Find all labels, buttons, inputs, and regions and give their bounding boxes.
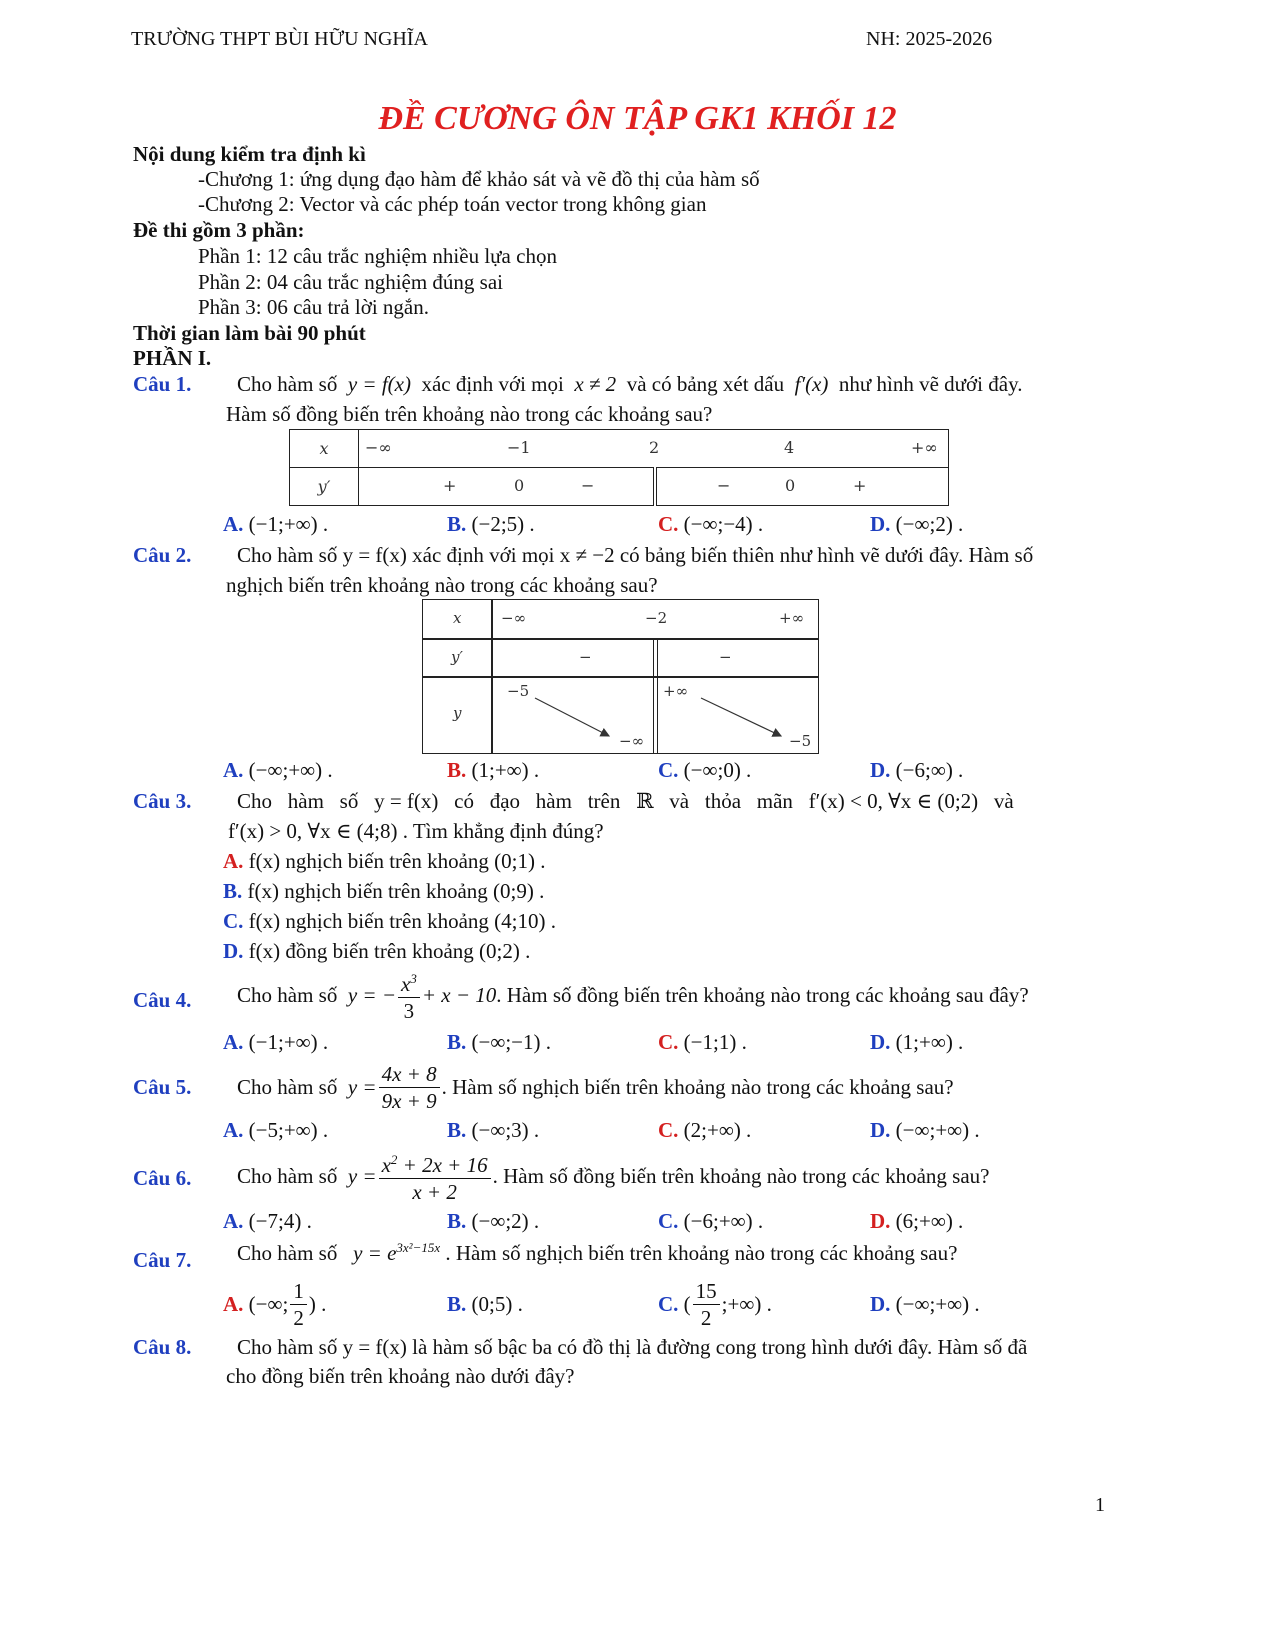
y-val: −5 — [507, 682, 530, 700]
q5-option-d: D. (−∞;+∞) . — [870, 1118, 980, 1142]
q5-option-a: A. (−5;+∞) . — [223, 1118, 329, 1142]
q4-option-d: D. (1;+∞) . — [870, 1030, 964, 1054]
question-3-text-line2: f′(x) > 0, ∀x ∈ (4;8) . Tìm khẳng định đúng? — [228, 819, 604, 843]
x-val: −2 — [645, 609, 668, 627]
table-x-values — [359, 430, 949, 468]
y-val: +∞ — [663, 682, 689, 700]
section-heading: PHẦN I. — [133, 346, 212, 370]
variation-table-q2 — [422, 599, 819, 754]
q7-option-b: B. (0;5) . — [447, 1292, 523, 1316]
q2-option-d: D. (−6;∞) . — [870, 758, 964, 782]
sign: 0 — [785, 476, 796, 495]
exam-heading: Đề thi gồm 3 phần: — [133, 218, 305, 242]
page-number: 1 — [1095, 1494, 1105, 1516]
fraction: $\frac{15}{2}$ — [693, 1278, 720, 1331]
question-3-label: Câu 3. — [133, 789, 192, 813]
sign: − — [581, 476, 595, 495]
q3-option-c: C. f(x) nghịch biến trên khoảng (4;10) . — [223, 909, 557, 933]
q2-option-c: C. (−∞;0) . — [658, 758, 752, 782]
q6-option-b: B. (−∞;2) . — [447, 1209, 540, 1233]
q4-option-a: A. (−1;+∞) . — [223, 1030, 329, 1054]
sign: + — [853, 476, 867, 495]
q1-option-a: A. (−1;+∞) . — [223, 512, 329, 536]
decreasing-arrow — [701, 698, 781, 736]
sign: + — [443, 476, 457, 495]
sign-table-q1 — [289, 429, 949, 506]
question-1-label: Câu 1. — [133, 372, 192, 396]
x-val: −1 — [507, 438, 531, 457]
q6-option-d: D. (6;+∞) . — [870, 1209, 964, 1233]
chapter-2: -Chương 2: Vector và các phép toán vector trong không gian — [198, 192, 707, 216]
chapter-1: -Chương 1: ứng dụng đạo hàm để khảo sát và vẽ đồ thị của hàm số — [198, 167, 760, 191]
school-name: TRƯỜNG THPT BÙI HỮU NGHĨA — [131, 28, 428, 50]
question-6-text: Cho hàm số y = $\frac{x^2 + 2x + 16}{x + 2}$ . Hàm số đồng biến trên khoảng nào trong các khoảng sau? — [237, 1146, 989, 1206]
q3-option-b: B. f(x) nghịch biến trên khoảng (0;9) . — [223, 879, 545, 903]
school-year: NH: 2025-2026 — [866, 28, 993, 50]
sign: − — [717, 476, 731, 495]
q7-option-c: C. ( $\frac{15}{2}$ ;+∞) . — [658, 1278, 772, 1330]
part-2: Phần 2: 04 câu trắc nghiệm đúng sai — [198, 270, 504, 294]
x-val: −∞ — [501, 609, 527, 627]
fraction: $\frac{1}{2}$ — [290, 1278, 307, 1331]
question-6-label: Câu 6. — [133, 1166, 192, 1190]
q7-option-d: D. (−∞;+∞) . — [870, 1292, 980, 1316]
x-val: +∞ — [911, 438, 938, 457]
question-7-text: Cho hàm số $y = e^{3x^2-15x}$ . Hàm số nghịch biến trên khoảng nào trong các khoảng sau? — [237, 1240, 958, 1265]
q4-option-c: C. (−1;1) . — [658, 1030, 747, 1054]
x-val: +∞ — [779, 609, 805, 627]
q3-option-d: D. f(x) đồng biến trên khoảng (0;2) . — [223, 939, 531, 963]
table-yp-label: y′ — [451, 648, 463, 666]
time-limit: Thời gian làm bài 90 phút — [133, 321, 366, 345]
q7-option-a: A. (−∞; $\frac{1}{2}$ ) . — [223, 1278, 327, 1330]
question-7-label: Câu 7. — [133, 1248, 192, 1272]
q3-option-a: A. f(x) nghịch biến trên khoảng (0;1) . — [223, 849, 546, 873]
variation-arrows — [423, 600, 818, 753]
x-val: 2 — [649, 438, 660, 457]
q1-option-d: D. (−∞;2) . — [870, 512, 964, 536]
table-y-label: y — [453, 704, 462, 722]
sign: 0 — [514, 476, 525, 495]
question-1-text-line2: Hàm số đồng biến trên khoảng nào trong các khoảng sau? — [226, 402, 713, 426]
part-3: Phần 3: 06 câu trả lời ngắn. — [198, 295, 429, 319]
table-yp-label: y′ — [290, 468, 359, 506]
q1-option-b: B. (−2;5) . — [447, 512, 535, 536]
question-4-label: Câu 4. — [133, 988, 192, 1012]
q4-option-b: B. (−∞;−1) . — [447, 1030, 551, 1054]
question-2-text-line2: nghịch biến trên khoảng nào trong các khoảng sau? — [226, 573, 658, 597]
q6-option-a: A. (−7;4) . — [223, 1209, 312, 1233]
question-8-label: Câu 8. — [133, 1335, 192, 1359]
sign: − — [579, 648, 592, 666]
content-heading: Nội dung kiểm tra định kì — [133, 142, 366, 166]
sign-row-right — [655, 468, 949, 506]
sign: − — [719, 648, 732, 666]
q5-option-b: B. (−∞;3) . — [447, 1118, 540, 1142]
y-val: −5 — [789, 732, 812, 750]
question-4-text: Cho hàm số y = − $\frac{x^3}{3}$ + x − 10 . Hàm số đồng biến trên khoảng nào trong các khoảng sau đây? — [237, 964, 1029, 1026]
fraction: $\frac{x^3}{3}$ — [398, 966, 420, 1024]
y-val: −∞ — [619, 732, 645, 750]
q2-option-b: B. (1;+∞) . — [447, 758, 540, 782]
sign-row-left — [359, 468, 656, 506]
fraction: $\frac{x^2 + 2x + 16}{x + 2}$ — [379, 1147, 491, 1205]
question-3-text-line1: Cho hàm số y = f(x) có đạo hàm trên ℝ và thỏa mãn f′(x) < 0, ∀x ∈ (0;2) và — [237, 789, 1014, 813]
fraction: $\frac{4x + 8}{9x + 9}$ — [379, 1061, 440, 1114]
x-val: −∞ — [365, 438, 392, 457]
q1-option-c: C. (−∞;−4) . — [658, 512, 764, 536]
question-5-label: Câu 5. — [133, 1075, 192, 1099]
q5-option-c: C. (2;+∞) . — [658, 1118, 752, 1142]
question-1-text-line1: Cho hàm số y = f(x) xác định với mọi x ≠ 2 và có bảng xét dấu f′(x) như hình vẽ dưới đây. — [237, 372, 1023, 396]
q6-option-c: C. (−6;+∞) . — [658, 1209, 764, 1233]
question-2-label: Câu 2. — [133, 543, 192, 567]
question-5-text: Cho hàm số y = $\frac{4x + 8}{9x + 9}$ . Hàm số nghịch biến trên khoảng nào trong các khoảng sau? — [237, 1061, 954, 1113]
table-x-label: x — [290, 430, 359, 468]
part-1: Phần 1: 12 câu trắc nghiệm nhiều lựa chọn — [198, 244, 557, 268]
question-8-text-line1: Cho hàm số y = f(x) là hàm số bậc ba có đồ thị là đường cong trong hình dưới đây. Hàm số đã — [237, 1335, 1028, 1359]
x-val: 4 — [784, 438, 795, 457]
decreasing-arrow — [535, 698, 609, 736]
question-8-text-line2: cho đồng biến trên khoảng nào dưới đây? — [226, 1364, 575, 1388]
page-title: ĐỀ CƯƠNG ÔN TẬP GK1 KHỐI 12 — [378, 100, 897, 137]
question-2-text-line1: Cho hàm số y = f(x) xác định với mọi x ≠ −2 có bảng biến thiên như hình vẽ dưới đây. Hàm số — [237, 543, 1034, 567]
q2-option-a: A. (−∞;+∞) . — [223, 758, 333, 782]
table-x-label: x — [453, 609, 462, 627]
